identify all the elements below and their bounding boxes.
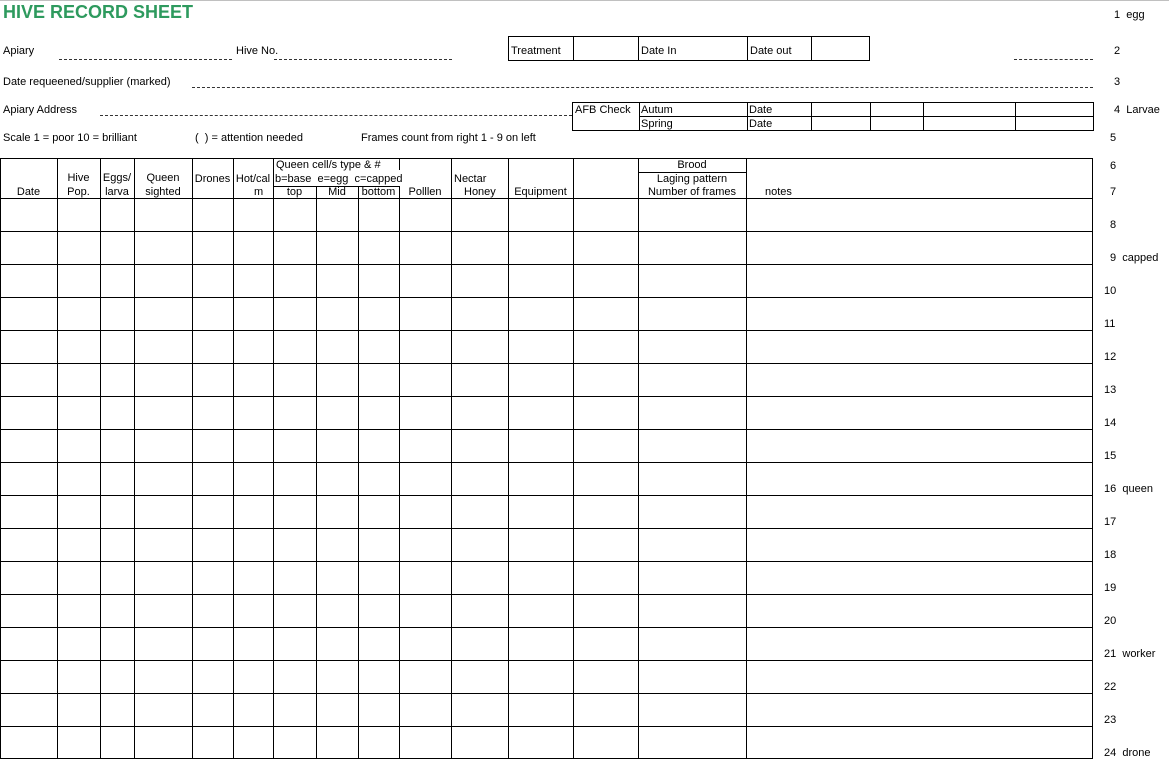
header-qcell-mid: Mid [328, 186, 346, 198]
afb-spring-date-label: Date [749, 118, 773, 130]
header-nectar-1: Nectar [454, 173, 487, 185]
legend-8: 8 [1110, 219, 1117, 231]
table-row[interactable] [0, 429, 1093, 462]
treatment-box [508, 36, 870, 61]
apiary-label: Apiary [3, 45, 35, 57]
header-hotcalm-2: m [254, 186, 264, 198]
date-out-value-cell[interactable] [813, 37, 869, 60]
legend-19: 19 [1104, 582, 1117, 594]
treatment-label: Treatment [511, 45, 561, 57]
frames-note: Frames count from right 1 - 9 on left [361, 132, 536, 144]
apiary-address-field[interactable] [100, 115, 572, 116]
legend-17: 17 [1104, 516, 1117, 528]
table-row[interactable] [0, 660, 1093, 693]
apiary-field[interactable] [59, 59, 232, 60]
legend-3: 3 [1114, 76, 1121, 88]
header-qcell-bottom: bottom [361, 186, 396, 198]
header-notes: notes [765, 186, 792, 198]
hive-no-label: Hive No. [236, 45, 279, 57]
legend-7: 7 [1110, 186, 1117, 198]
legend-4: 4 Larvae [1114, 104, 1160, 116]
legend-20: 20 [1104, 615, 1117, 627]
treatment-value-cell[interactable] [575, 37, 637, 60]
header-date: Date [16, 186, 41, 198]
header-drones: Drones [194, 173, 231, 185]
afb-check-box [572, 102, 1094, 131]
table-row[interactable] [0, 495, 1093, 528]
header-hive-pop-2: Pop. [67, 186, 90, 198]
table-row[interactable] [0, 198, 1093, 231]
header-brood-2: Laging pattern [656, 173, 728, 185]
header-brood-1: Brood [677, 159, 707, 171]
table-row[interactable] [0, 693, 1093, 726]
date-requeened-label: Date requeened/supplier (marked) [3, 76, 171, 88]
afb-autumn-label: Autum [641, 104, 673, 116]
legend-24: 24 drone [1104, 747, 1151, 759]
header-queen-cell-2: b=base e=egg c=capped [275, 173, 403, 185]
table-row[interactable] [0, 330, 1093, 363]
legend-16: 16 queen [1104, 483, 1153, 495]
attention-note: ( ) = attention needed [195, 132, 303, 144]
afb-check-label: AFB Check [575, 104, 631, 116]
header-queen-2: sighted [145, 186, 181, 198]
date-out-label: Date out [750, 45, 792, 57]
afb-autumn-date-label: Date [749, 104, 773, 116]
top-border [0, 0, 1169, 1]
header-eggs-1: Eggs/ [102, 172, 132, 184]
date-requeened-field[interactable] [192, 87, 1093, 88]
legend-15: 15 [1104, 450, 1117, 462]
legend-22: 22 [1104, 681, 1117, 693]
scale-note: Scale 1 = poor 10 = brilliant [3, 132, 137, 144]
legend-10: 10 [1104, 285, 1117, 297]
table-row[interactable] [0, 561, 1093, 594]
legend-12: 12 [1104, 351, 1117, 363]
table-row[interactable] [0, 528, 1093, 561]
header-qcell-top: top [286, 186, 303, 198]
hive-no-field[interactable] [274, 59, 452, 60]
legend-5: 5 [1110, 132, 1117, 144]
header-queen-1: Queen [146, 172, 180, 184]
header-hive-pop-1: Hive [67, 172, 90, 184]
legend-21: 21 worker [1104, 648, 1156, 660]
header-eggs-2: larva [105, 186, 129, 198]
legend-6: 6 [1110, 160, 1117, 172]
afb-spring-label: Spring [641, 118, 673, 130]
date-in-label: Date In [641, 45, 677, 57]
table-row[interactable] [0, 726, 1093, 758]
page-title: HIVE RECORD SHEET [3, 2, 194, 22]
table-row[interactable] [0, 363, 1093, 396]
table-row[interactable] [0, 264, 1093, 297]
header-equipment: Equipment [514, 186, 567, 198]
table-row[interactable] [0, 594, 1093, 627]
legend-23: 23 [1104, 714, 1117, 726]
header-brood-3: Number of frames [647, 186, 737, 198]
legend-14: 14 [1104, 417, 1117, 429]
header-queen-cell-1: Queen cell/s type & # [276, 159, 381, 171]
legend-13: 13 [1104, 384, 1117, 396]
table-row[interactable] [0, 396, 1093, 429]
hive-record-table [0, 158, 1093, 759]
legend-9: 9 capped [1110, 252, 1159, 264]
apiary-address-label: Apiary Address [3, 104, 77, 116]
legend-11: 11 [1104, 318, 1116, 330]
legend-2: 2 [1114, 45, 1121, 57]
table-row[interactable] [0, 627, 1093, 660]
legend-1: 1 egg [1114, 9, 1145, 21]
header-nectar-2: Honey [464, 186, 496, 198]
table-row[interactable] [0, 462, 1093, 495]
header-hotcalm-1: Hot/cal [235, 173, 271, 185]
legend-18: 18 [1104, 549, 1117, 561]
header-pollen: Polllen [408, 186, 442, 198]
table-row[interactable] [0, 231, 1093, 264]
extra-field[interactable] [1014, 59, 1093, 60]
table-row[interactable] [0, 297, 1093, 330]
